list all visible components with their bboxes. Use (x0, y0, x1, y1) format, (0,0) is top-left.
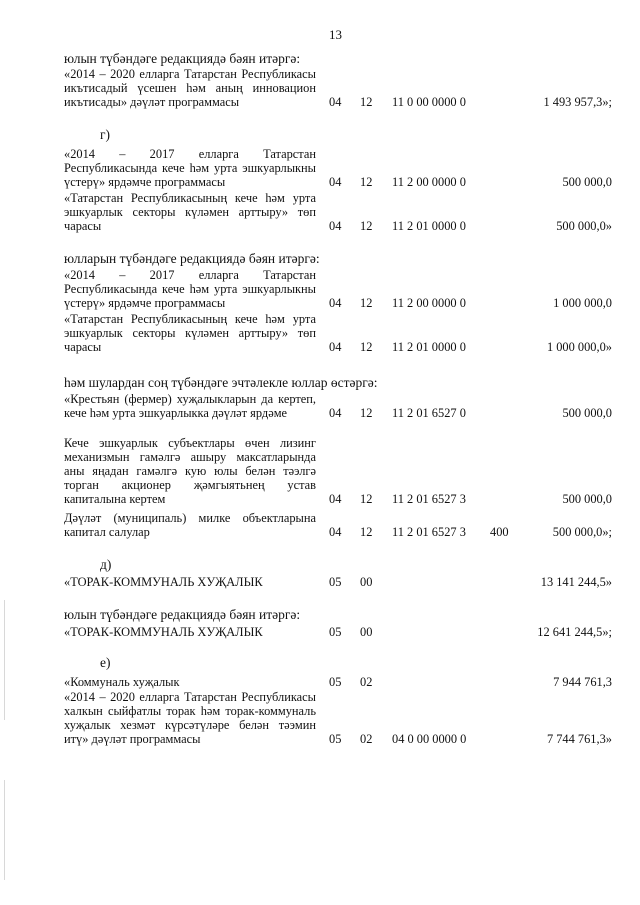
subsection-code: 12 (360, 492, 373, 506)
expense-type-code: 400 (490, 525, 509, 539)
subsection-code: 12 (360, 296, 373, 310)
section-code: 04 (329, 296, 342, 310)
amount-value: 7 744 761,3» (546, 732, 612, 746)
budget-item-name: «Крестьян (фермер) хуҗалыкларын да кертеп, кече һәм урта эшкуарлыкка дәүләт ярдәме (64, 392, 316, 420)
subsection-code: 00 (360, 625, 373, 639)
scan-edge-mark (4, 780, 5, 880)
budget-item-name: «2014 – 2017 елларга Татарстан Республикасында кече һәм урта эшкуарлыкны үстерү» ярдәмче программасы (64, 268, 316, 310)
target-article-code: 11 2 01 6527 3 (392, 492, 466, 506)
budget-item-name: Дәүләт (муниципаль) милке объектларына капитал салулар (64, 511, 316, 539)
section-code: 04 (329, 406, 342, 420)
amount-value: 500 000,0 (562, 492, 612, 506)
section-code: 04 (329, 525, 342, 539)
section-code: 04 (329, 219, 342, 233)
target-article-code: 11 2 01 6527 0 (392, 406, 466, 420)
amount-value: 500 000,0» (556, 219, 612, 233)
amount-value: 500 000,0 (562, 406, 612, 420)
instruction-heading: юлларын түбәндәге редакциядә бәян итәргә: (64, 251, 320, 266)
amount-value: 1 000 000,0» (546, 340, 612, 354)
subsection-letter: е) (100, 655, 111, 670)
target-article-code: 11 2 01 0000 0 (392, 340, 466, 354)
target-article-code: 11 2 01 0000 0 (392, 219, 466, 233)
budget-item-name: «Коммуналь хуҗалык (64, 675, 180, 689)
subsection-code: 12 (360, 525, 373, 539)
budget-item-name: «2014 – 2017 елларга Татарстан Республикасында кече һәм урта эшкуарлыкны үстерү» ярдәмче программасы (64, 147, 316, 189)
subsection-code: 00 (360, 575, 373, 589)
scan-edge-mark (4, 600, 5, 720)
subsection-code: 12 (360, 406, 373, 420)
amount-value: 7 944 761,3 (553, 675, 612, 689)
instruction-heading: юлын түбәндәге редакциядә бәян итәргә: (64, 607, 301, 622)
amount-value: 1 000 000,0 (553, 296, 612, 310)
instruction-heading: юлын түбәндәге редакциядә бәян итәргә: (64, 51, 301, 66)
amount-value: 13 141 244,5» (540, 575, 612, 589)
budget-item-name: «ТОРАК-КОММУНАЛЬ ХУҖАЛЫК (64, 575, 263, 589)
section-code: 04 (329, 492, 342, 506)
page-number: 13 (329, 27, 342, 42)
target-article-code: 04 0 00 0000 0 (392, 732, 467, 746)
section-code: 05 (329, 575, 342, 589)
budget-item-name: «ТОРАК-КОММУНАЛЬ ХУҖАЛЫК (64, 625, 263, 639)
instruction-heading: һәм шулардан соң түбәндәге эчтәлекле юллар өстәргә: (64, 375, 378, 390)
section-code: 04 (329, 175, 342, 189)
section-code: 05 (329, 625, 342, 639)
amount-value: 12 641 244,5»; (537, 625, 612, 639)
section-code: 04 (329, 340, 342, 354)
target-article-code: 11 2 00 0000 0 (392, 175, 466, 189)
budget-item-name: «2014 – 2020 елларга Татарстан Республикасы халкын сыйфатлы торак һәм торак-коммуналь хуҗалык хезмәт күрсәтүләре белән тәэмин итү» дәүләт программасы (64, 690, 316, 746)
subsection-code: 02 (360, 675, 373, 689)
target-article-code: 11 0 00 0000 0 (392, 95, 466, 109)
amount-value: 1 493 957,3»; (543, 95, 612, 109)
subsection-letter: г) (100, 127, 111, 142)
subsection-code: 12 (360, 340, 373, 354)
amount-value: 500 000,0 (562, 175, 612, 189)
subsection-letter: д) (100, 557, 112, 572)
budget-item-name: «Татарстан Республикасының кече һәм урта эшкуарлык секторы күләмен арттыру» төп чарасы (64, 312, 316, 354)
amount-value: 500 000,0»; (552, 525, 612, 539)
budget-item-name: «Татарстан Республикасының кече һәм урта эшкуарлык секторы күләмен арттыру» төп чарасы (64, 191, 316, 233)
subsection-code: 12 (360, 95, 373, 109)
target-article-code: 11 2 01 6527 3 (392, 525, 466, 539)
section-code: 04 (329, 95, 342, 109)
subsection-code: 02 (360, 732, 373, 746)
subsection-code: 12 (360, 219, 373, 233)
subsection-code: 12 (360, 175, 373, 189)
section-code: 05 (329, 732, 342, 746)
section-code: 05 (329, 675, 342, 689)
budget-item-name: «2014 – 2020 елларга Татарстан Республикасы икътисадый үсешен һәм аның инновацион икътисады» дәүләт программасы (64, 67, 316, 109)
budget-item-name: Кече эшкуарлык субъектлары өчен лизинг механизмын гамәлгә ашыру максатларында аны яңадан гамәлгә кую юлы белән тәэлгә торган акционер җәмгыятьнең устав капиталына кертем (64, 436, 316, 506)
target-article-code: 11 2 00 0000 0 (392, 296, 466, 310)
